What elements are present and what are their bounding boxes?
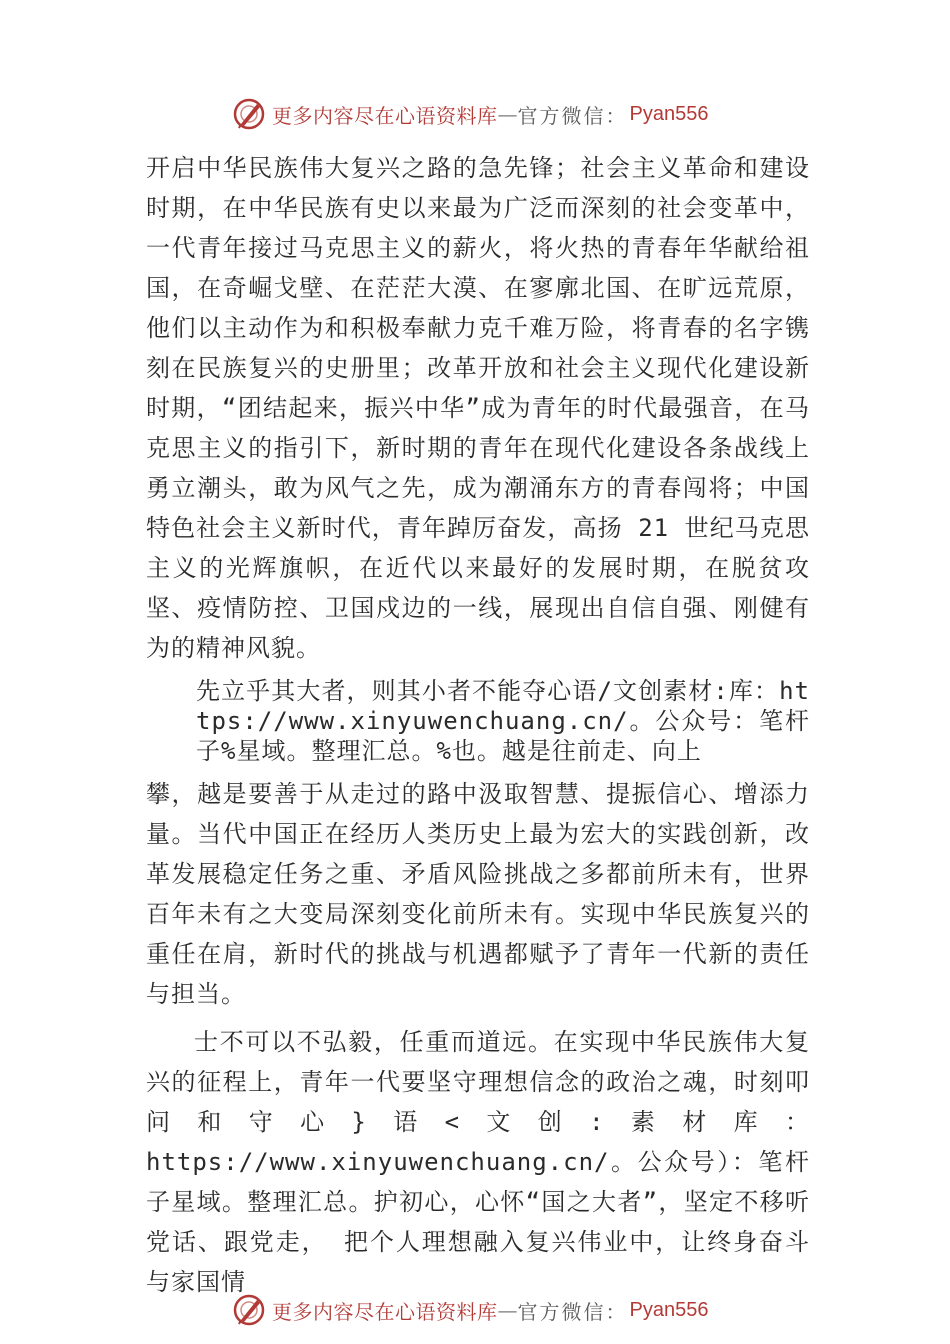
header-wechat-id: Pyan556	[629, 102, 709, 125]
header-banner	[232, 94, 708, 134]
header-banner-text: 更多内容尽在心语资料库	[272, 103, 498, 128]
paragraph-2-block: 先立乎其大者，则其小者不能夺心语/文创素材:库：https://www.xinyuwenchuang.cn/。公众号：笔杆子%星域。整理汇总。%也。越是往前走、向上	[196, 677, 810, 765]
paragraph-1: 开启中华民族伟大复兴之路的急先锋；社会主义革命和建设时期，在中华民族有史以来最为广泛而深刻的社会变革中，一代青年接过马克思主义的薪火，将火热的青春年华献给祖国，在奇崛戈壁、在茫茫大漠、在寥廓北国、在旷远荒原，他们以主动作为和积极奉献力克千难万险，将青春的名字镌刻在民族复兴的史册里；改革开放和社会主义现代化建设新时期，“团结起来，振兴中华”成为青年的时代最强音，在马克思主义的指引下，新时期的青年在现代化建设各条战线上勇立潮头，敢为风气之先，成为潮涌东方的青春闯将；中国特色社会主义新时代，青年踔厉奋发，高扬 21 世纪马克思主义的光辉旗帜，在近代以来最好的发展时期，在脱贫攻坚、疫情防控、卫国戍边的一线，展现出自信自强、刚健有为的精神风貌。	[146, 154, 810, 662]
header-separator: —	[497, 102, 518, 126]
footer-wechat-id: Pyan556	[629, 1298, 709, 1321]
footer-separator: —	[497, 1298, 518, 1322]
document-body	[146, 148, 810, 1302]
paragraph-3: 攀，越是要善于从走过的路中汲取智慧、提振信心、增添力量。当代中国正在经历人类历史上最为宏大的实践创新，改革发展稳定任务之重、矛盾风险挑战之多都前所未有，世界百年未有之大变局深刻变化前所未有。实现中华民族复兴的重任在肩，新时代的挑战与机遇都赋予了青年一代新的责任与担当。	[146, 780, 810, 1008]
quill-seal-icon	[232, 97, 266, 131]
footer-wechat-label: 官方微信：	[517, 1299, 628, 1324]
quill-seal-icon	[232, 1293, 266, 1327]
paragraph-4: 士不可以不弘毅，任重而道远。在实现中华民族伟大复兴的征程上，青年一代要坚守理想信念的政治之魂，时刻叩问和守心}语<文创:素材库：https://www.xinyuwenchuang.cn/。公众号）：笔杆子星域。整理汇总。护初心，心怀“国之大者”，坚定不移听党话、跟党走， 把个人理想融入复兴伟业中，让终身奋斗与家国情	[146, 1028, 810, 1296]
header-wechat-label: 官方微信：	[517, 103, 628, 128]
footer-banner	[232, 1290, 708, 1330]
footer-banner-text: 更多内容尽在心语资料库	[272, 1299, 498, 1324]
